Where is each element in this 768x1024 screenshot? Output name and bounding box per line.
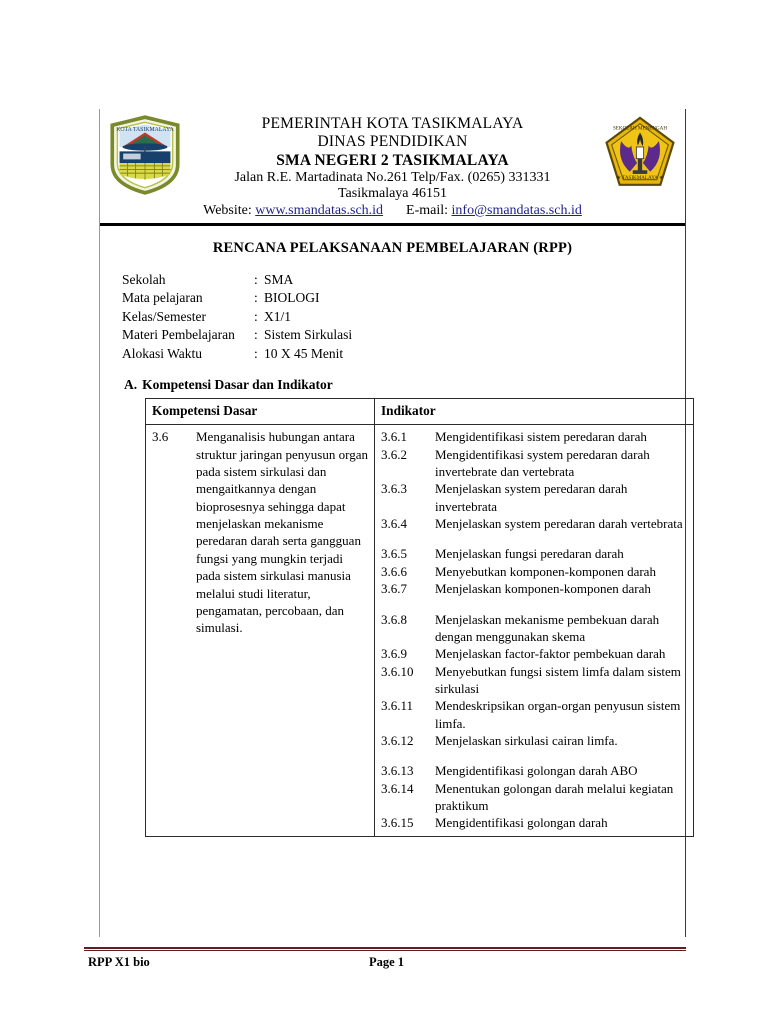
list-item xyxy=(381,611,687,646)
item-number: 3.6.8 xyxy=(381,611,407,627)
item-text: Mengidentifikasi sistem peredaran darah xyxy=(435,429,647,445)
email-label: E-mail: xyxy=(406,202,449,218)
website-label: Website: xyxy=(203,202,252,218)
section-title: Kompetensi Dasar dan Indikator xyxy=(142,377,333,393)
list-item xyxy=(381,545,687,562)
column-header-indikator: Indikator xyxy=(375,399,694,425)
email-link[interactable]: info@smandatas.sch.id xyxy=(451,202,582,218)
metadata-row-materi-pembelajaran xyxy=(122,326,671,344)
letterhead-line-department: DINAS PENDIDIKAN xyxy=(317,133,468,151)
cell-indikator xyxy=(375,425,694,836)
item-number: 3.6.14 xyxy=(381,780,414,796)
item-number: 3.6.10 xyxy=(381,663,414,679)
item-number: 3.6 xyxy=(152,429,169,445)
item-number: 3.6.7 xyxy=(381,581,407,597)
website-link[interactable]: www.smandatas.sch.id xyxy=(255,202,384,218)
item-number: 3.6.13 xyxy=(381,763,414,779)
footer-page-number: Page 1 xyxy=(369,955,405,969)
item-number: 3.6.11 xyxy=(381,698,414,714)
list-item xyxy=(381,480,687,515)
item-text: Menjelaskan system peredaran darah vertebrata xyxy=(435,516,683,532)
page-title: RENCANA PELAKSANAAN PEMBELAJARAN (RPP) xyxy=(212,240,573,256)
item-text: Mengidentifikasi golongan darah xyxy=(435,815,608,831)
metadata-label: Materi Pembelajaran xyxy=(122,327,235,343)
svg-text:SEKOLAH MENENGAH: SEKOLAH MENENGAH xyxy=(612,125,668,132)
list-item xyxy=(381,580,687,597)
list-item xyxy=(381,663,687,698)
metadata-row-kelas-semester xyxy=(122,308,671,326)
letterhead-line-contact xyxy=(100,203,685,220)
list-item xyxy=(381,428,687,445)
table-header-row xyxy=(146,399,694,425)
item-text: Menentukan golongan darah melalui kegiatan praktikum xyxy=(435,780,674,813)
metadata-value: 10 X 45 Menit xyxy=(264,345,344,361)
metadata-value: X1/1 xyxy=(264,308,291,324)
item-text: Menjelaskan mekanisme pembekuan darah dengan menggunakan skema xyxy=(435,611,660,644)
document-content xyxy=(100,226,685,837)
metadata-row-mata-pelajaran xyxy=(122,289,671,307)
metadata-row-sekolah xyxy=(122,271,671,289)
svg-text:KOTA TASIKMALAYA: KOTA TASIKMALAYA xyxy=(116,127,174,133)
metadata-value: BIOLOGI xyxy=(264,290,320,306)
item-text: Mengidentifikasi golongan darah ABO xyxy=(435,763,638,779)
list-item xyxy=(381,645,687,662)
list-item xyxy=(152,428,368,636)
letterhead-line-school-name: SMA NEGERI 2 TASIKMALAYA xyxy=(276,151,509,169)
letterhead-line-government: PEMERINTAH KOTA TASIKMALAYA xyxy=(261,115,524,132)
metadata-row-alokasi-waktu xyxy=(122,345,671,363)
list-spacer xyxy=(381,532,687,545)
footer-divider xyxy=(84,947,686,951)
metadata-colon: : xyxy=(254,308,258,324)
metadata-value: Sistem Sirkulasi xyxy=(264,327,353,343)
item-text: Mendeskripsikan organ-organ penyusun sistem limfa. xyxy=(435,698,681,731)
item-text: Menganalisis hubungan antara struktur jaringan penyusun organ pada sistem sirkulasi dan mengaitkannya dengan bioprosesnya sehingga dapat menjelaskan mekanisme peredaran darah serta gangguan fungsi yang mungkin terjadi pada sistem sirkulasi manusia melalui studi literatur, pengamatan, percobaan, dan simulasi. xyxy=(196,429,368,636)
cell-kompetensi-dasar xyxy=(146,425,375,836)
list-spacer xyxy=(381,749,687,762)
document-metadata-list xyxy=(122,271,671,363)
list-item xyxy=(381,515,687,532)
metadata-colon: : xyxy=(254,345,258,361)
letterhead-text-block xyxy=(100,109,685,219)
table-row xyxy=(146,425,694,836)
item-text: Menyebutkan fungsi sistem limfa dalam sistem sirkulasi xyxy=(435,663,681,696)
metadata-label: Sekolah xyxy=(122,272,166,287)
item-number: 3.6.15 xyxy=(381,815,414,831)
item-number: 3.6.6 xyxy=(381,563,407,579)
list-item xyxy=(381,814,687,831)
metadata-label: Kelas/Semester xyxy=(122,308,206,324)
letterhead-line-city-postcode: Tasikmalaya 46151 xyxy=(337,186,448,202)
list-item xyxy=(381,446,687,481)
letterhead xyxy=(100,109,685,226)
kota-tasikmalaya-crest-logo xyxy=(108,115,182,195)
letterhead-line-address: Jalan R.E. Martadinata No.261 Telp/Fax. (0265) 331331 xyxy=(234,169,551,185)
list-item xyxy=(381,732,687,749)
metadata-colon: : xyxy=(254,272,258,287)
item-text: Menjelaskan fungsi peredaran darah xyxy=(435,546,624,562)
section-letter: A. xyxy=(124,377,138,393)
list-item xyxy=(381,780,687,815)
item-text: Menjelaskan factor-faktor pembekuan darah xyxy=(435,646,666,662)
item-text: Menjelaskan system peredaran darah invertebrata xyxy=(435,481,628,514)
metadata-colon: : xyxy=(254,290,258,306)
item-number: 3.6.9 xyxy=(381,646,407,662)
metadata-label: Alokasi Waktu xyxy=(122,345,203,361)
list-spacer xyxy=(381,598,687,611)
metadata-colon: : xyxy=(254,327,258,343)
item-number: 3.6.5 xyxy=(381,546,407,562)
footer-document-label: RPP X1 bio xyxy=(88,955,150,969)
item-number: 3.6.4 xyxy=(381,516,407,532)
section-heading-a xyxy=(124,377,671,393)
item-number: 3.6.3 xyxy=(381,481,407,497)
document-body xyxy=(99,109,686,937)
item-text: Menjelaskan komponen-komponen darah xyxy=(435,581,651,597)
svg-text:★ TASIKMALAYA ★: ★ TASIKMALAYA ★ xyxy=(616,175,664,181)
list-item xyxy=(381,762,687,779)
metadata-label: Mata pelajaran xyxy=(122,290,203,306)
sma-negeri-2-tasikmalaya-logo xyxy=(603,115,677,195)
list-item xyxy=(381,697,687,732)
item-text: Mengidentifikasi system peredaran darah invertebrate dan vertebrata xyxy=(435,446,650,480)
column-header-kompetensi-dasar: Kompetensi Dasar xyxy=(146,399,375,425)
item-number: 3.6.1 xyxy=(381,429,407,445)
item-number: 3.6.2 xyxy=(381,446,407,462)
item-text: Menyebutkan komponen-komponen darah xyxy=(435,563,656,579)
kompetensi-indikator-table xyxy=(145,398,694,836)
item-text: Menjelaskan sirkulasi cairan limfa. xyxy=(435,732,618,748)
item-number: 3.6.12 xyxy=(381,732,414,748)
list-item xyxy=(381,563,687,580)
metadata-value: SMA xyxy=(264,272,294,287)
